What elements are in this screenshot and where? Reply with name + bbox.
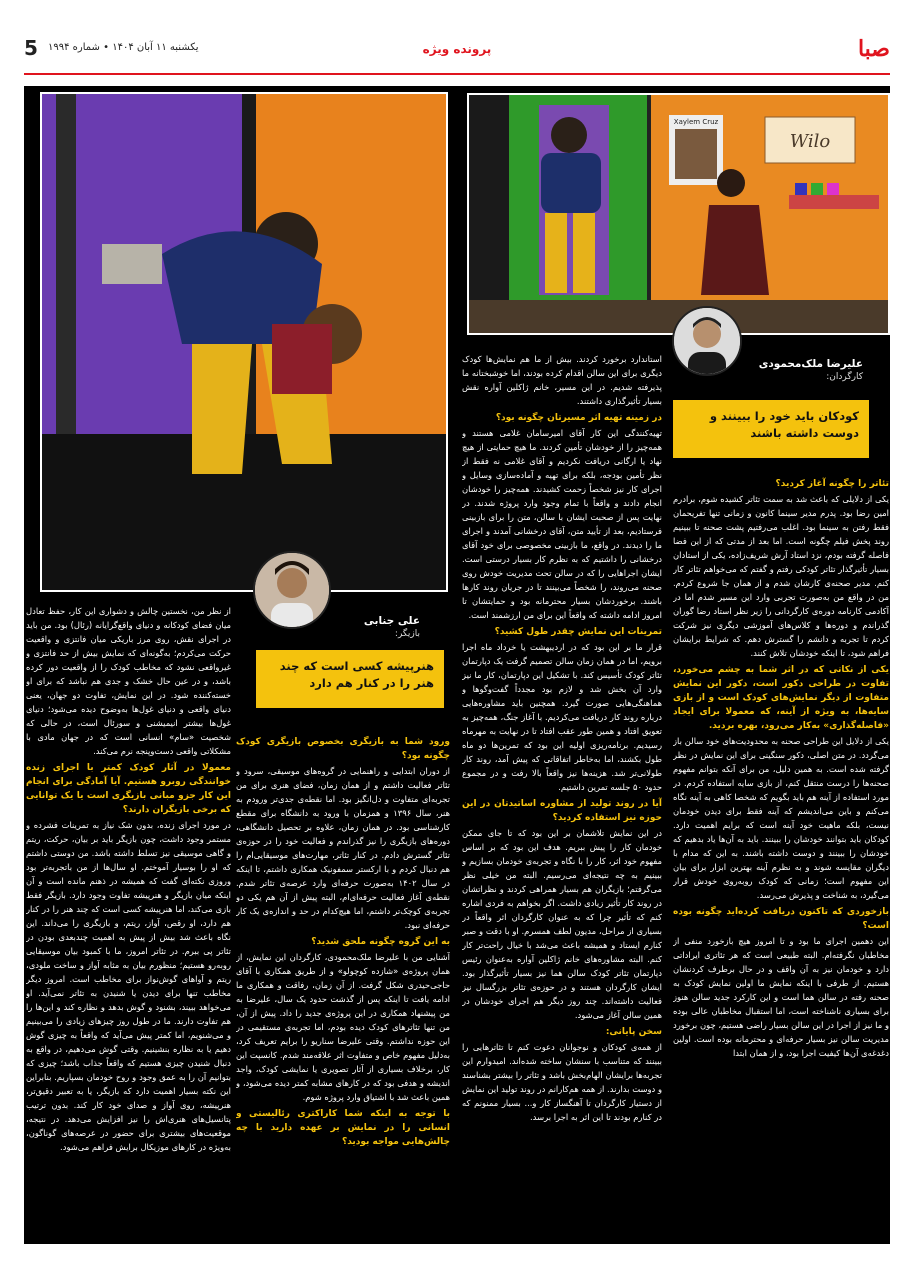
question-heading: تئاتر را چگونه آغاز کردید؟ bbox=[775, 479, 889, 489]
director-caption bbox=[745, 358, 863, 382]
newspaper-logo: صبا bbox=[857, 36, 890, 62]
actor-caption bbox=[330, 615, 420, 639]
issue-dateline: یکشنبه ۱۱ آبان ۱۴۰۴ • شماره ۱۹۹۴ bbox=[48, 42, 199, 53]
director-avatar bbox=[672, 306, 742, 376]
section-title: پرونده ویژه bbox=[422, 42, 492, 56]
header-rule bbox=[24, 73, 890, 75]
answer-paragraph: یکی از دلایلی که باعث شد به سمت تئاتر کشیده شوم، برادرم امین رضا بود. پدرم مدیر سینما کانون و زمانی تنها تفریحمان فقط رفتن به سینما بود. اغلب می‌رفتیم پشت صحنه تا ببینیم روند پخش فیلم چگونه است. اما بعد از مدتی که از این فضا فاصله گرفته بودم، نزد استاد آرش شریف‌زاده، یکی از استادان بسیار تأثیرگذار تئاتر کودکی رفتم و گفتم که می‌خواهم تئاتر کار کنم. مدیر صحنه‌ی کارشان شدم و از همان جا شروع کردم. من در واقع من به‌صورت تجربی وارد این مسیر شدم اما در آکادمی کارنامه دوره‌ی کارگردانی را زیر نظر استاد رضا گوران گذراندم و دوره‌ها و کلاس‌های آموزشی دیگری نیز شرکت کردم تا تجربه و دانشم را گسترش دهم. که شرایط برایشان فراهم شود، تا اینکه خودشان تلاش کنند. bbox=[673, 494, 889, 658]
question-heading: با توجه به اینکه شما کاراکتری رئالیستی و انسانی را در نمایش بر عهده دارید با چه چالش‌هایی مواجه بودید؟ bbox=[236, 1109, 450, 1147]
answer-paragraph: از نظر من، نخستین چالش و دشواری این کار، حفظ تعادل میان فضای کودکانه و دنیای واقع‌گرایانه (رئال) بود. من باید در اجرای نقش، روی مرز باریکی میان فانتزی و واقعیت حرکت می‌کردم؛ به‌گونه‌ای که نمایش بیش از حد فانتزی و غیرواقعی نشود که مخاطب کودک را از واقعیت دور کرده باشد، و در عین حال خشک و جدی هم نباشد که برای او خسته‌کننده شود. در این نمایش، تفاوت دو جهان، یعنی دنیای واقعی و دنیای غول‌ها به‌وضوح دیده می‌شود؛ دنیای غول‌ها بیشتر انیمیشنی و سورئال است، در حالی که شخصیت «سام» انسانی است که در جهان مادی با مشکلاتی واقعی دست‌وپنجه نرم می‌کند. bbox=[26, 606, 231, 756]
question-heading: معمولا در آثار کودک کمتر با اجرای زنده خوانندگی روبرو هستیم. آیا آمادگی برای انجام این کار جزو مبانی بازیگری است یا یک توانایی که برخی بازیگران دارند؟ bbox=[26, 763, 231, 815]
stage-scene-illustration-large bbox=[42, 94, 446, 590]
director-role: کارگردان: bbox=[826, 372, 863, 382]
question-heading: تمرینات این نمایش چقدر طول کشید؟ bbox=[494, 627, 662, 637]
page-footer bbox=[0, 1244, 914, 1280]
answer-paragraph: یکی از دلایل این طراحی صحنه به محدودیت‌های خود سالن باز می‌گردد. در متن اصلی، دکور سنگینی برای این نمایش در نظر گرفته شده است. به همین دلیل، من برای آنکه بتوانم مفهوم صحنه‌ها را درست منتقل کنم، از بازی سایه استفاده کردم. در مورد استفاده از آینه هم باید بگویم که شخصا کاهی به آینه نگاه می‌کنم و باین می‌اندیشم که آینه فقط برای دیدن خودمان نیست، بلکه ماهیت خود آینه است که برایم اهمیت دارد. کودکان باید بتوانند خودشان را ببینند. باید به آن‌ها یاد بدهیم که خودشان را ببینند و دوست داشته باشند. به این که مدام با دیگران مقایسه شوند و به نظرم آینه بهترین ابزار برای بیان این مفهوم است؛ زمانی که کودک روبه‌روی خودش قرار می‌گیرد، به شناخت و پذیرش می‌رسد. bbox=[673, 736, 889, 900]
actor-name: علی جنابی bbox=[363, 615, 420, 627]
answer-paragraph: از همه‌ی کودکان و نوجوانان دعوت کنم تا تئاترهایی را ببینند که متناسب با سنشان ساخته شده‌اند. امیدوارم این تجربه‌ها برایشان الهام‌بخش باشد و تئاتر را بیشتر بشناسند و دوست بدارند. از همه هم‌کارانم در روند تولید این نمایش از دستیار کارگردان تا آهنگساز کار و... بسیار ممنونم که در کنارم بودند تا این اثر به اجرا برسد. bbox=[462, 1042, 662, 1122]
question-heading: آیا در روند تولید از مشاوره اساتیدتان در این حوزه نیز استفاده کردید؟ bbox=[462, 799, 662, 823]
stage-photo-large bbox=[40, 92, 448, 592]
wall-sign-text: Wilo bbox=[789, 131, 831, 152]
stage-scene-illustration bbox=[469, 95, 888, 333]
question-heading: ورود شما به بازیگری بخصوص بازیگری کودک چگونه بود؟ bbox=[236, 737, 450, 761]
text-column-1 bbox=[673, 474, 889, 1242]
stage-photo-top bbox=[467, 93, 890, 335]
text-column-2 bbox=[462, 352, 662, 1242]
director-pullquote: کودکان باید خود را ببینند و دوست داشته باشند bbox=[673, 400, 869, 458]
actor-role: بازیگر: bbox=[394, 629, 420, 639]
page-number: 5 bbox=[24, 36, 38, 60]
text-column-4 bbox=[26, 604, 231, 1242]
poster-text: Xaylem Cruz bbox=[673, 118, 719, 126]
answer-paragraph: در این نمایش تلاشمان بر این بود که تا جای ممکن خودمان کار را پیش ببریم. هدف این بود که بر اساس مفهوم خود اثر، کار را با نگاه و تجربه‌ی خودمان بسازیم و ببینیم به چه نتیجه‌ای می‌رسیم. البته من خیلی نظر می‌گرفتم؛ بازیگران هم بسیار همراهی کردند و نظراتشان در روند کار تأثیر زیادی داشت. اگر بخواهم به فردی اشاره کنم که تأثیر چرا که به عنوان کارگردان اثر واقعاً در بسیاری از مراحل، مدیون لطف همسرم. او با دقت و صبر کنارم ایستاد و همیشه باعث می‌شد با خیال راحت‌تر کار کنم. البته مشاوره‌های خانم ژاکلین آواره به‌عنوان رئیس دپارتمان تئاتر کودک سالن هما نیز بسیار تأثیرگذار بود. ایشان کارگردان هستند و در حوزه‌ی تئاتر بزرگسال نیز فعالیت داشته‌اند. چند روز دیگر هم اجرای خودشان در همین سالن آغاز می‌شود. bbox=[462, 828, 662, 1020]
question-heading: سخن پایانی: bbox=[605, 1027, 662, 1037]
answer-paragraph: در مورد اجرای زنده، بدون شک نیاز به تمرینات فشرده و مستمر وجود داشت، چون بازیگر باید بر بیان، حرکت، ریتم و گاهی موسیقی نیز تسلط داشته باشد. من دوستی داشتم که او را بوسیار آموختم. او سال‌ها از من باتجربه‌تر بود وروزی نکته‌ای گفت که همیشه در ذهنم مانده است و آن اینکه میان بازیگر و هنرپیشه تفاوت وجود دارد. بازیگر فقط بازی می‌کند، اما هنرپیشه کسی است که چند هنر را در کنار هم دارد، او رقص، آواز، ریتم، و بازیگری را می‌داند. این نگاه باعث شد بیش از پیش به اهمیت چندبعدی بودن در تئاتر پی ببرم. در تئاتر امروز، ما با کمبود بیان موسیقایی روبه‌رو هستیم؛ منظورم بیان به مثابه آواز و ساخت ملودی، ریتم و آواهای گوش‌نواز برای مخاطب است. امروز دیگر مخاطب تنها برای دیدن یا شنیدن به تئاتر نمی‌آید. او می‌خواهد ببیند، بشنود و گوش بدهد و نظاره کند و این‌ها را هم تفاوت دارند. ما در طول روز چیزهای زیادی را می‌بینیم و می‌شنویم، اما کمتر پیش می‌آید که واقعاً به چیزی گوش دهیم یا به نظاره بنشینیم. وقتی گوش می‌دهیم، در واقع به دنبال شنیدن چیزی هستیم که واقعاً جذاب باشد؛ چیزی که بتوانیم آن را به عمق وجود و روح خودمان بسپاریم. بنابراین این نکته بسیار اهمیت دارد که بازیگر، یا به تعبیر دقیق‌تر، هنرپیشه، روی آواز و صدای خود کار کند. بدون ترتیب پتانسیل‌های هنری‌اش را نیز افزایش می‌دهد. در نتیجه، موقعیت‌های بیشتری برای حضور در عرصه‌های گوناگون، به‌ویژه در کارهای موزیکال برایش فراهم می‌شود. bbox=[26, 820, 231, 1152]
question-heading: در زمینه تهیه اثر مسیرتان چگونه بود؟ bbox=[495, 413, 662, 423]
question-heading: به این گروه چگونه ملحق شدید؟ bbox=[311, 937, 450, 947]
answer-paragraph: آشنایی من با علیرضا ملک‌محمودی، کارگردان این نمایش، از همان پروژه‌ی «شازده کوچولو» و از طریق همکاری با آقای حاجی‌حیدری شکل گرفت. از آن زمان، رفاقت و همکاری ما ادامه یافت تا اینکه پس از گذشت حدود یک سال، علیرضا به من پیشنهاد همکاری در این پروژه‌ی جدید را داد. پیش از آن، من تنها تئاترهای کودک دیده بودم، اما تجربه‌ی مستقیمی در این حوزه نداشتم. وقتی علیرضا سناریو را برایم تعریف کرد، به‌دلیل مفهوم خاص و متفاوت اثر علاقه‌مند شدم. کانسپت این کار، برخلاف بسیاری از آثار تصویری یا نمایشی کودک، واجد اندیشه و هدفی بود که در کارهای مشابه کمتر دیده می‌شود، و همین باعث شد با اشتیاق وارد پروژه شوم. bbox=[236, 952, 450, 1102]
answer-paragraph: استاندارد برخورد کردند. بیش از ما هم نمایش‌ها کودک دیگری برای این سالن اقدام کرده بودند، اما خوشبختانه ما پذیرفته شدیم. در این مسیر، خانم ژاکلین آواره نقش بسیار تأثیرگذاری داشتند. bbox=[462, 354, 662, 406]
text-column-3 bbox=[236, 732, 450, 1242]
actor-pullquote: هنرپیشه کسی است که چند هنر را در کنار هم دارد bbox=[256, 650, 444, 708]
answer-paragraph: تهیه‌کنندگی این کار آقای امیرسامان غلامی هستند و همه‌چیز را از خودشان تأمین کردند. ما هیچ حمایتی از هیچ نهاد یا ارگانی دریافت نکردیم و آقای غلامی نه فقط از نظر تأمین بودجه، بلکه برای تهیه و آماده‌سازی وسایل و اجرای کار نیز شخصاً زحمت کشیدند. همه‌چیز را خودشان انجام دادند و واقعاً با تمام وجود وارد پروژه شدند. در نهایت پس از صحبت ایشان با سالن، متن را برای بازبینی فرستادیم، بعد از تأیید متن، آقای درخشانی آمدند و اجرای ما را دیدند. در واقع، ما بازبینی مخصوصی برای خود آقای درخشانی را داشتیم که به نظرم کار بسیار درستی است. ایشان اجراهایی را که در سالن تحت مدیریت خودش روی صحنه می‌روند، را شخصاً می‌بینند تا در جریان روند کارها باشند. برخوردشان بسیار محترمانه بود و حمایتشان تا امروز ادامه داشته که واقعاً این برای من ارزشمند است. bbox=[462, 428, 662, 620]
question-heading: یکی از نکاتی که در اثر شما به چشم می‌خورد، تفاوت در طراحی دکور است، دکور این نمایش متفاوت از دیگر نمایش‌های کودک است و از بازی سایه‌ها، به ویژه از آینه، که معمولا برای ایجاد «فاصله‌گذاری» به‌کار می‌رود، بهره بردید. bbox=[673, 665, 889, 731]
question-heading: بازخوردی که تاکنون دریافت کرده‌اید چگونه بوده است؟ bbox=[673, 907, 889, 931]
answer-paragraph: قرار ما بر این بود که در اردیبهشت یا خرداد ماه اجرا برویم، اما در همان زمان سالن تصمیم گرفت یک دپارتمان تئاتر کودک تأسیس کند. با تشکیل این دپارتمان، کار ما نیز وارد آن بخش شد و لازم بود مجدداً گفت‌وگوها و هماهنگی‌هایی صورت گیرد. همچنین باید مشاوره‌هایی درباره روند کار دریافت می‌کردیم. با آغاز جنگ، همه‌چیز به تعویق افتاد و همین طور عقب افتاد تا در نهایت به مهرماه رسیدیم. برنامه‌ریزی اولیه این بود که تمرین‌ها دو ماه طول بکشند، اما به‌خاطر اتفاقاتی که پیش آمد، روند کار طولانی‌تر شد. هزینه‌ها نیز واقعاً بالا رفت و در مجموع حدود ۵۰ جلسه تمرین داشتیم. bbox=[462, 642, 662, 792]
answer-paragraph: این دهمین اجرای ما بود و تا امروز هیچ بازخورد منفی از مخاطبان نگرفته‌ام. البته طبیعی است که هر تئاتری ایراداتی دارد و خودمان نیز به آن واقف و در حال برطرف کردنشان هستیم. از طرفی با اینکه نمایش ما اولین نمایش کودک به صحنه رفته در سالن هما است و این کارکرد جدید سالن هنوز برای بسیاری ناشناخته است، اما استقبال مخاطبان عالی بوده و ما نیز از اجرا در این سالن بسیار راضی هستیم، چون برخورد مدیریت سالن نیز بسیار حرفه‌ای و محترمانه بوده است. اولین دغدغه‌ی آن‌ها کیفیت اجرا بود، و از همان ابتدا bbox=[673, 936, 889, 1058]
page-header bbox=[24, 34, 890, 74]
answer-paragraph: از دوران ابتدایی و راهنمایی در گروه‌های موسیقی، سرود و تئاتر فعالیت داشتم و از همان زمان، فضای هنری برای من تجربه‌ای متفاوت و دل‌انگیز بود. اما نقطه‌ی جدی‌تر ورودم به هنر، سال ۱۳۹۶ و همزمان با ورود به دانشگاه برای مقطع کارشناسی بود. در همان زمان، علاوه بر تحصیل دانشگاهی، دوره‌های بازیگری را نیز گذراندم و فعالیت خود را در حوزه‌ی تئاتر گسترش دادم. در کنار تئاتر، مهارت‌های موسیقایی‌ام را هم دنبال کردم و با ارکستر سمفونیک همکاری داشتم، تا اینکه در سال ۱۴۰۲ به‌صورت حرفه‌ای وارد عرصه‌ی تئاتر شدم. نقطه‌ی آغاز فعالیت حرفه‌ای‌ام، البته پیش از آن هم یکی دو تجربه‌ی کوچک‌تر داشتم، اما هیچ‌کدام در حد و اندازه‌ی یک کار حرفه‌ای نبود. bbox=[236, 766, 450, 930]
director-name: علیرضا ملک‌محمودی bbox=[758, 358, 863, 370]
actor-avatar bbox=[253, 551, 331, 629]
